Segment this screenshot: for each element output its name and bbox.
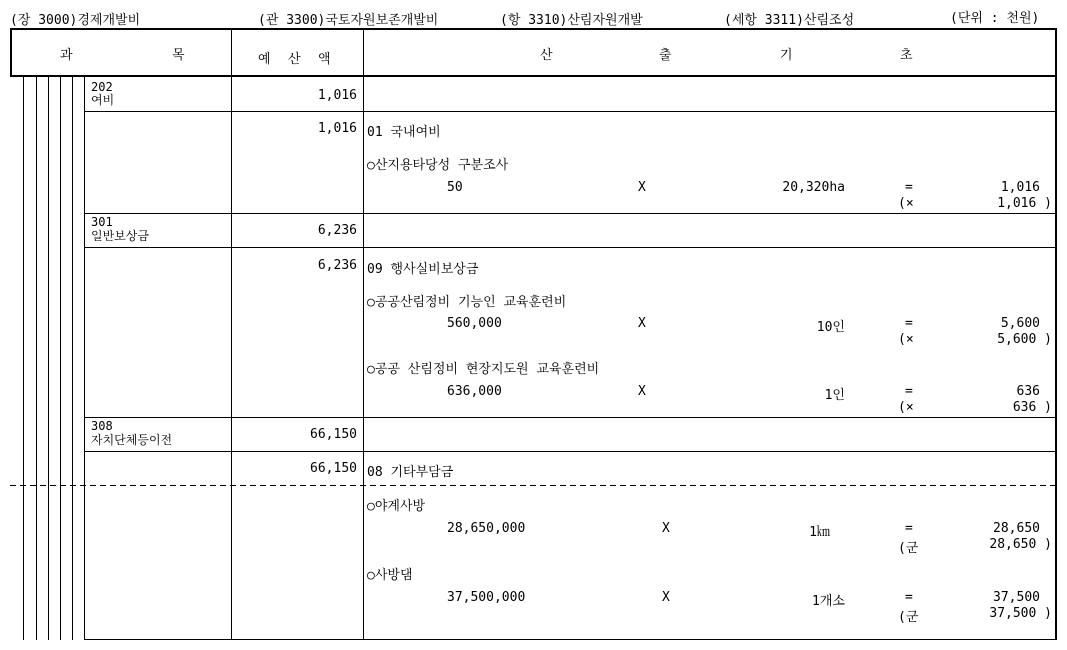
item-op: X: [638, 180, 646, 195]
item-src-prefix: (×: [898, 400, 914, 415]
item-title: ○산지용타당성 구분조사: [367, 158, 509, 173]
col-gwa: 과: [60, 48, 73, 63]
item-src-prefix: (군: [898, 610, 919, 625]
item-amount: 28,650: [993, 521, 1040, 536]
item-unit-price: 636,000: [447, 384, 502, 399]
col-budget-2: 산: [288, 52, 301, 67]
section-name: 일반보상금: [91, 229, 149, 243]
sehang-label: (세항 3311)산림조성: [724, 13, 855, 28]
col-basis-1: 산: [540, 48, 553, 63]
gwan-label: (관 3300)국토자원보존개발비: [258, 13, 439, 28]
col-mok: 목: [172, 48, 185, 63]
item-unit-price: 560,000: [447, 316, 502, 331]
item-title: ○공공산림정비 기능인 교육훈련비: [367, 295, 567, 310]
section-total: 1,016: [317, 88, 357, 103]
item-qty: 1㎞: [809, 525, 830, 540]
item-eq: =: [905, 521, 913, 536]
section-code: 202: [91, 80, 113, 94]
item-eq: =: [905, 180, 913, 195]
item-src-amount: 37,500 ): [989, 606, 1052, 621]
item-title: ○공공 산림정비 현장지도원 교육훈련비: [367, 362, 600, 377]
item-src-prefix: (×: [898, 332, 914, 347]
item-qty: 1개소: [812, 594, 845, 609]
item-title: ○야계사방: [367, 499, 426, 514]
item-src-prefix: (군: [898, 541, 919, 556]
jang-label: (장 3000)경제개발비: [10, 13, 141, 28]
item-op: X: [662, 521, 670, 536]
item-eq: =: [905, 316, 913, 331]
item-src-amount: 636 ): [1012, 400, 1052, 415]
item-amount: 636: [1016, 384, 1040, 399]
item-op: X: [662, 590, 670, 605]
section-code: 301: [91, 215, 113, 229]
sub-title: 08 기타부담금: [367, 465, 454, 480]
item-eq: =: [905, 590, 913, 605]
item-eq: =: [905, 384, 913, 399]
col-budget-3: 액: [318, 52, 331, 67]
item-amount: 37,500: [993, 590, 1040, 605]
item-qty: 10인: [816, 320, 845, 335]
item-unit-price: 37,500,000: [447, 590, 526, 605]
col-basis-4: 초: [900, 48, 913, 63]
sub-title: 09 행사실비보상금: [367, 262, 479, 277]
section-total: 66,150: [310, 427, 357, 442]
item-qty: 1인: [824, 388, 845, 403]
item-src-prefix: (×: [898, 196, 914, 211]
item-unit-price: 50: [447, 180, 463, 195]
item-src-amount: 28,650 ): [989, 537, 1052, 552]
col-basis-3: 기: [780, 48, 793, 63]
section-name: 여비: [91, 93, 115, 107]
section-total: 6,236: [317, 223, 357, 238]
unit-label: (단위 : 천원): [950, 11, 1040, 26]
item-amount: 5,600: [1000, 316, 1040, 331]
item-src-amount: 5,600 ): [997, 332, 1052, 347]
item-title: ○사방댐: [367, 568, 413, 583]
section-name: 자치단체등이전: [91, 433, 173, 447]
item-op: X: [638, 384, 646, 399]
sub-amount: 6,236: [317, 258, 357, 273]
sub-amount: 66,150: [310, 461, 357, 476]
sub-title: 01 국내여비: [367, 125, 441, 140]
col-budget-1: 예: [258, 52, 271, 67]
hang-label: (항 3310)산림자원개발: [500, 13, 643, 28]
section-code: 308: [91, 419, 113, 433]
item-amount: 1,016: [1000, 180, 1040, 195]
item-qty: 20,320ha: [782, 180, 845, 195]
sub-amount: 1,016: [317, 121, 357, 136]
item-op: X: [638, 316, 646, 331]
item-unit-price: 28,650,000: [447, 521, 526, 536]
col-basis-2: 출: [659, 48, 672, 63]
item-src-amount: 1,016 ): [997, 196, 1052, 211]
